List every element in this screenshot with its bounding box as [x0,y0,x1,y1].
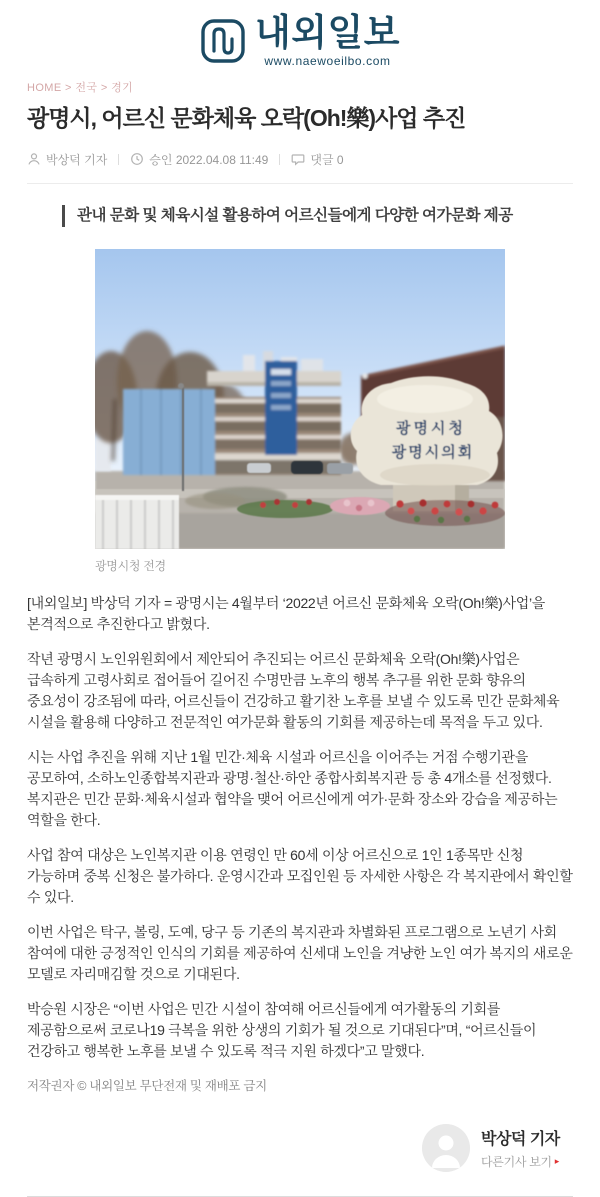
meta-separator [118,154,119,165]
breadcrumb[interactable]: HOME > 전국 > 경기 [27,82,134,94]
comments-count: 댓글 0 [310,152,344,167]
approved-text: 승인 2022.04.08 11:49 [149,152,269,167]
monument-text-line1: 광명시청 [396,420,466,438]
paragraph: 작년 광명시 노인위원회에서 제안되어 추진되는 어르신 문화체육 오락(Oh!樂)사업은 급속하게 고령사회로 접어들어 길어진 수명만큼 노후의 행복 추구를 위한 문화 향유의 중요성이 강조됨에 따라, 어르신들이 건강하고 활기찬 노후를 보낼 수 있도록 민간 문화체육 시설을 활용해 다양하고 전문적인 여가문화 활동의 기회를 제공하는데 목적을 두고 있다. [27,651,560,731]
approved-time [130,151,268,168]
monument-text-line2: 광명시의회 [391,444,475,462]
copyright-notice: 저작권자 © 내외일보 무단전재 및 재배포 금지 [27,1079,267,1094]
person-icon [27,152,41,166]
paragraph: 박승원 시장은 “이번 사업은 민간 시설이 참여해 어르신들에게 여가활동의 기회를 제공함으로써 코로나19 극복을 위한 상생의 기회가 될 것으로 기대된다”며, “어르신들이 건강하고 행복한 노후를 보낼 수 있도록 적극 지원 하겠다”고 말했다. [27,1001,537,1060]
avatar[interactable] [422,1124,470,1172]
photo-caption: 광명시청 전경 [95,559,166,574]
paragraph: 시는 사업 추진을 위해 지난 1월 민간·체육 시설과 어르신을 이어주는 거점 수행기관을 공모하여, 소하노인종합복지관과 광명·철산·하안 종합사회복지관 등 총 4개소를 선정했다. 복지관은 민간 문화·체육시설과 협약을 맺어 어르신에게 여가·문화 장소와 강습을 제공하는 역할을 한다. [27,749,558,829]
meta-separator [279,154,280,165]
paragraph: [내외일보] 박상덕 기자 = 광명시는 4월부터 ‘2022년 어르신 문화체육 오락(Oh!樂)사업’을 본격적으로 추진한다고 밝혔다. [27,595,545,633]
article-meta [27,151,573,168]
reporter-name: 박상덕 기자 [46,152,108,167]
naewoeilbo-logo-icon [200,18,246,64]
red-arrow-icon: ▸ [554,1156,560,1167]
comments-link[interactable] [291,151,343,168]
article-body [27,593,573,1062]
site-name: 내외일보 [255,12,400,53]
site-logo[interactable] [200,14,400,68]
article-subheading: 관내 문화 및 체육시설 활용하여 어르신들에게 다양한 여가문화 제공 [62,205,573,227]
reporter-byline[interactable] [27,151,107,168]
site-url: www.naewoeilbo.com [264,54,391,68]
paragraph: 이번 사업은 탁구, 볼링, 도예, 당구 등 기존의 복지관과 차별화된 프로그램으로 노년기 사회 참여에 대한 긍정적인 인식의 기회를 제공하여 신세대 노인을 겨냥한 노인 여가 복지의 새로운 모델로 자리매김할 것으로 기대된다. [27,924,573,983]
footer-reporter-name[interactable]: 박상덕 기자 [481,1131,560,1149]
more-articles-link[interactable]: 다른기사 보기 ▸ [481,1155,560,1170]
paragraph: 사업 참여 대상은 노인복지관 이용 연령인 만 60세 이상 어르신으로 1인 1종목만 신청 가능하며 중복 신청은 불가하다. 운영시간과 모집인원 등 자세한 사항은 각 복지관에서 확인할 수 있다. [27,847,573,906]
clock-icon [130,152,144,166]
page-title: 광명시, 어르신 문화체육 오락(Oh!樂)사업 추진 [27,105,466,131]
article-figure [95,249,505,574]
header-divider [27,183,573,184]
site-header [0,0,600,69]
city-hall-photo [95,249,505,549]
author-card [27,1124,573,1172]
comment-icon [291,152,305,166]
